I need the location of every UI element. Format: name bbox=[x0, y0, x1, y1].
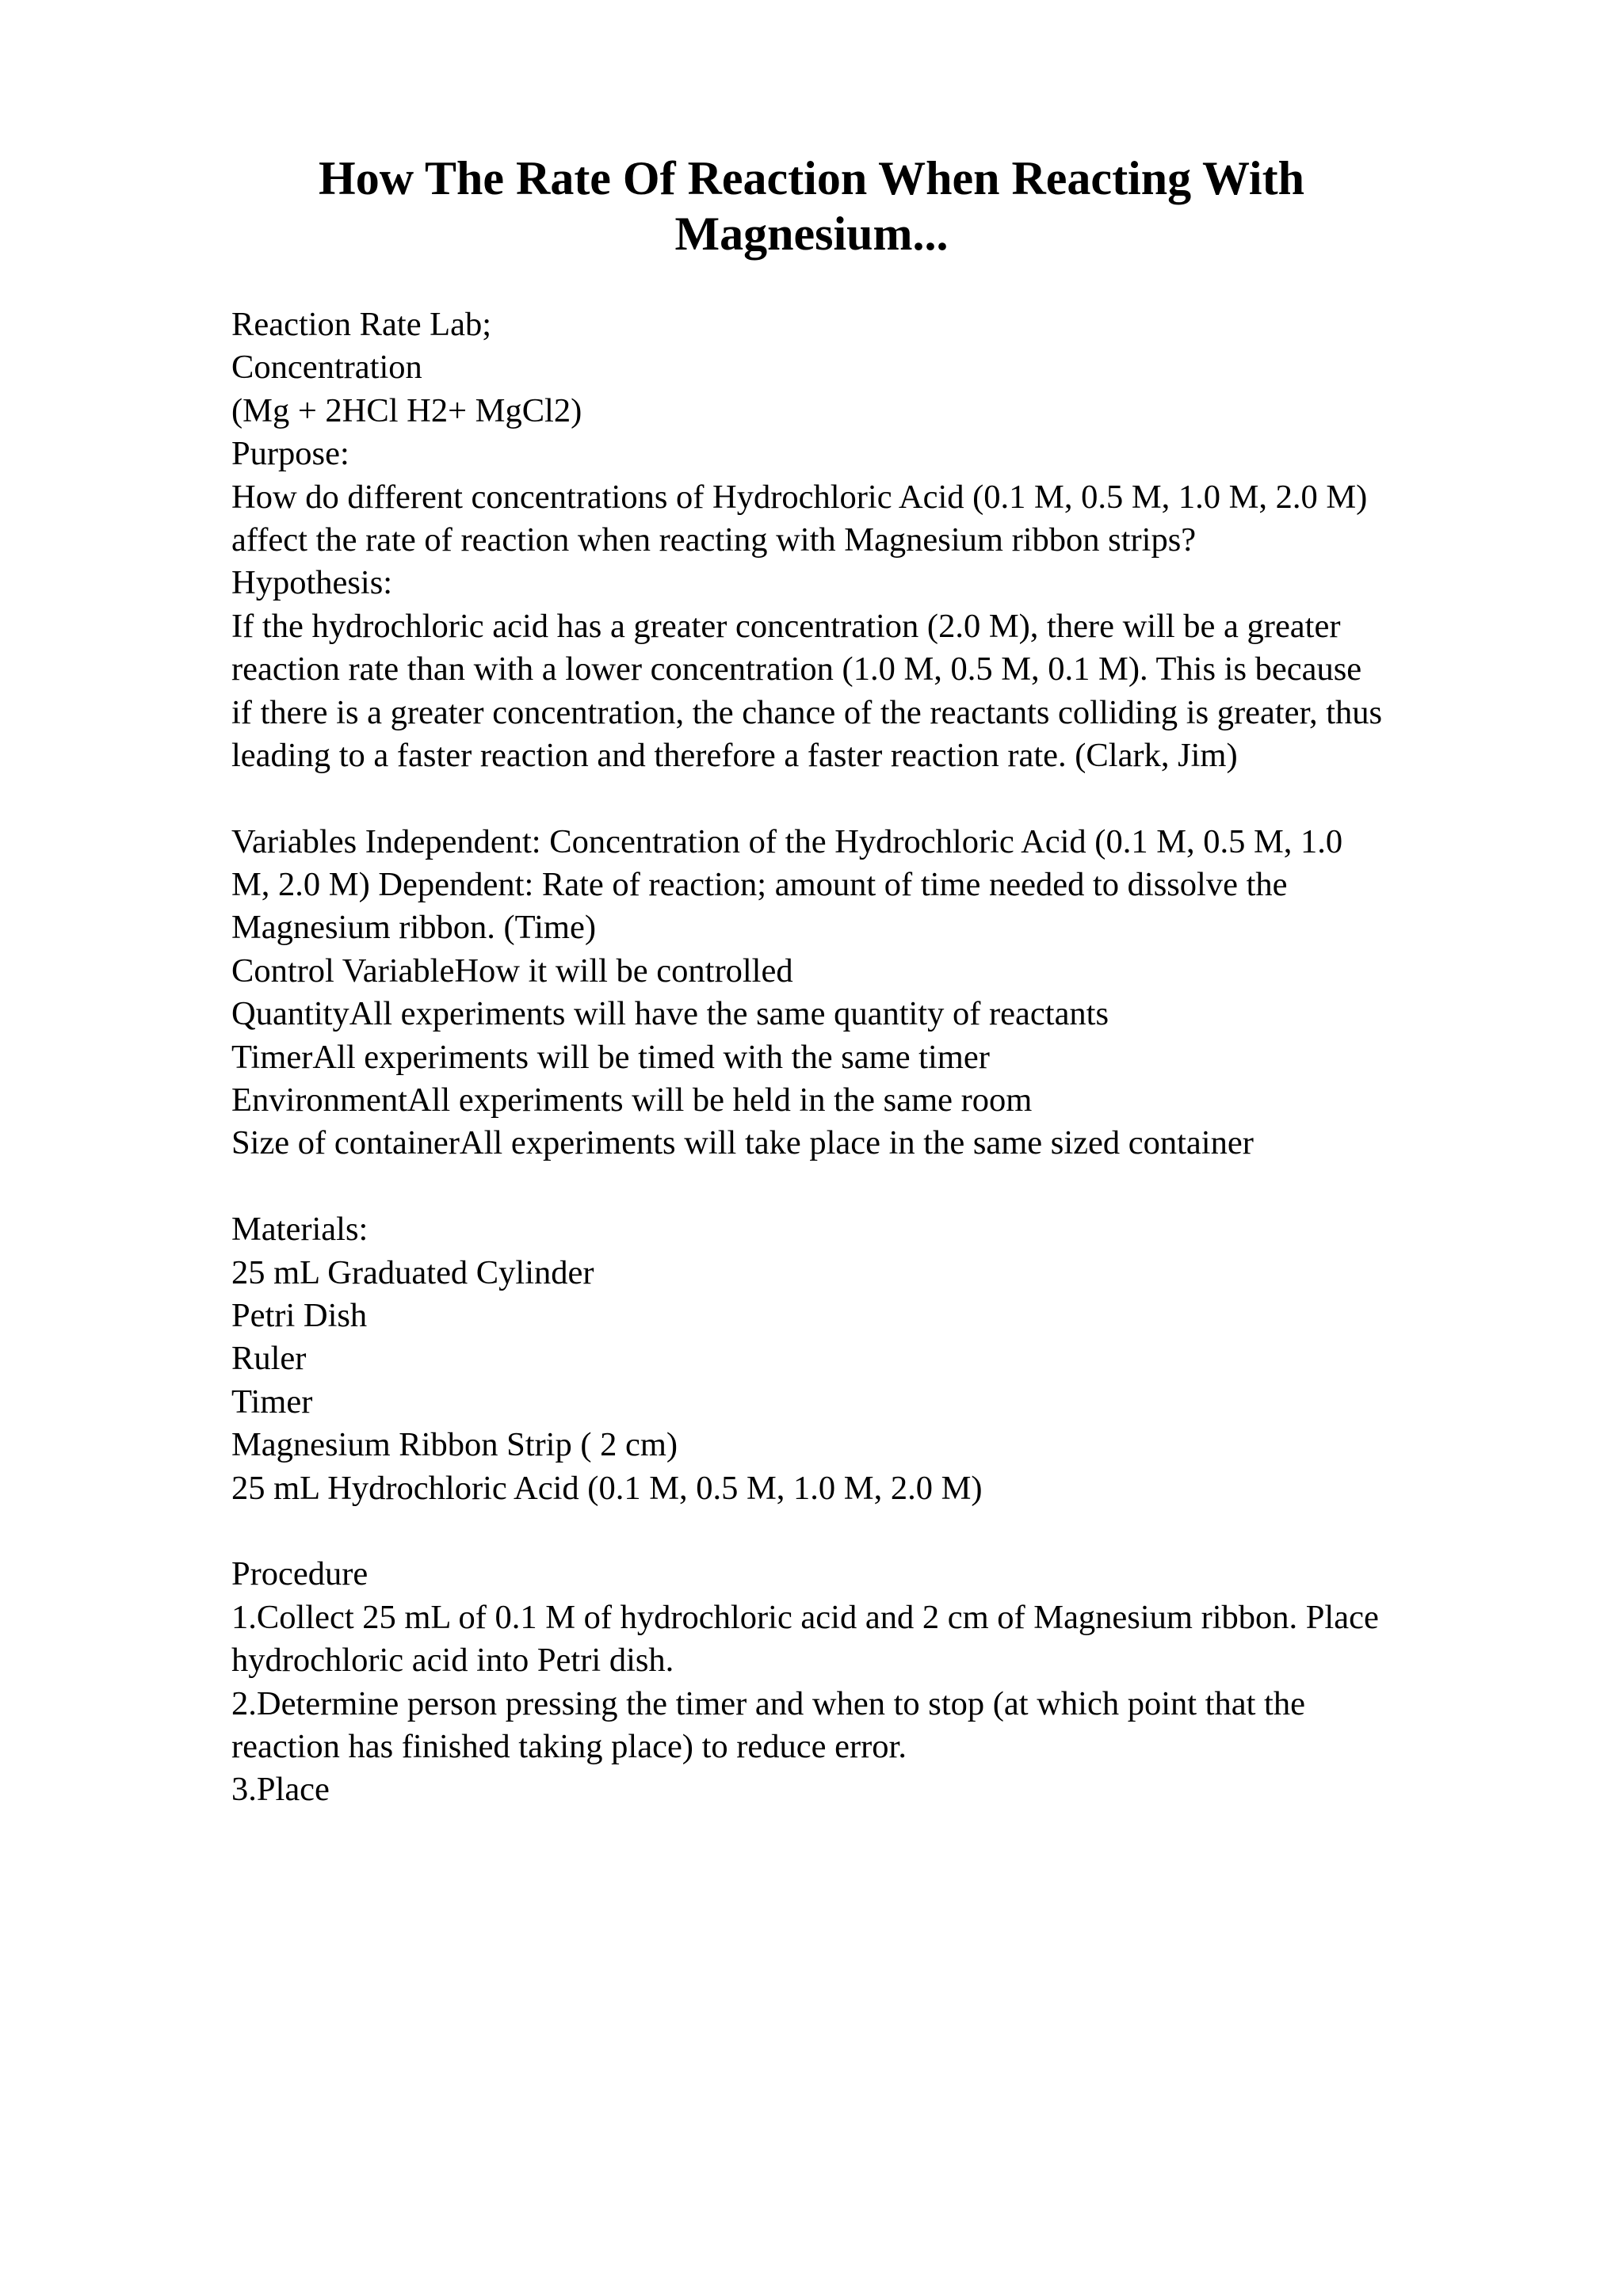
hypothesis-line: leading to a faster reaction and therefore a faster reaction rate. (Clark, Jim) bbox=[231, 736, 1238, 774]
materials-item: Timer bbox=[231, 1383, 313, 1421]
title-line-1: How The Rate Of Reaction When Reacting With bbox=[319, 152, 1304, 204]
materials-item: Petri Dish bbox=[231, 1296, 368, 1334]
materials-item: Ruler bbox=[231, 1340, 307, 1378]
purpose-heading: Purpose: bbox=[231, 435, 349, 473]
materials-item: 25 mL Graduated Cylinder bbox=[231, 1253, 594, 1291]
procedure-line: hydrochloric acid into Petri dish. bbox=[231, 1642, 674, 1680]
materials-item: 25 mL Hydrochloric Acid (0.1 M, 0.5 M, 1.0 M, 2.0 M) bbox=[231, 1469, 983, 1507]
hypothesis-line: reaction rate than with a lower concentration (1.0 M, 0.5 M, 0.1 M). This is because bbox=[231, 650, 1362, 688]
materials-item: Magnesium Ribbon Strip ( 2 cm) bbox=[231, 1426, 678, 1464]
procedure-line: 3.Place bbox=[231, 1771, 330, 1809]
purpose-line: affect the rate of reaction when reacting with Magnesium ribbon strips? bbox=[231, 521, 1197, 559]
hypothesis-line: If the hydrochloric acid has a greater concentration (2.0 M), there will be a greater bbox=[231, 607, 1341, 645]
control-line: EnvironmentAll experiments will be held in the same room bbox=[231, 1081, 1033, 1119]
variables-line: M, 2.0 M) Dependent: Rate of reaction; amount of time needed to dissolve the bbox=[231, 866, 1288, 904]
control-line: Size of containerAll experiments will take place in the same sized container bbox=[231, 1124, 1254, 1162]
paragraph-gap bbox=[231, 777, 1531, 820]
paragraph-gap bbox=[231, 1510, 1531, 1553]
document-body bbox=[231, 303, 1531, 1812]
hypothesis-line: if there is a greater concentration, the chance of the reactants colliding is greater, thus bbox=[231, 693, 1383, 731]
procedure-line: 1.Collect 25 mL of 0.1 M of hydrochloric acid and 2 cm of Magnesium ribbon. Place bbox=[231, 1598, 1379, 1636]
hypothesis-heading: Hypothesis: bbox=[231, 564, 393, 602]
control-line: TimerAll experiments will be timed with the same timer bbox=[231, 1038, 990, 1076]
procedure-heading: Procedure bbox=[231, 1555, 369, 1593]
control-line: QuantityAll experiments will have the same quantity of reactants bbox=[231, 995, 1109, 1033]
paragraph-gap bbox=[231, 1165, 1531, 1208]
intro-line: Concentration bbox=[231, 349, 422, 387]
variables-line: Variables Independent: Concentration of the Hydrochloric Acid (0.1 M, 0.5 M, 1.0 bbox=[231, 822, 1343, 860]
intro-line: (Mg + 2HCl H2+ MgCl2) bbox=[231, 391, 582, 429]
document-title bbox=[0, 151, 1623, 261]
variables-line: Magnesium ribbon. (Time) bbox=[231, 909, 597, 947]
materials-heading: Materials: bbox=[231, 1211, 369, 1249]
control-line: Control VariableHow it will be controlled bbox=[231, 952, 793, 990]
purpose-line: How do different concentrations of Hydrochloric Acid (0.1 M, 0.5 M, 1.0 M, 2.0 M) bbox=[231, 478, 1368, 516]
intro-line: Reaction Rate Lab; bbox=[231, 306, 492, 343]
title-line-2: Magnesium... bbox=[674, 208, 949, 260]
procedure-line: reaction has finished taking place) to reduce error. bbox=[231, 1727, 907, 1765]
procedure-line: 2.Determine person pressing the timer and when to stop (at which point that the bbox=[231, 1684, 1305, 1722]
